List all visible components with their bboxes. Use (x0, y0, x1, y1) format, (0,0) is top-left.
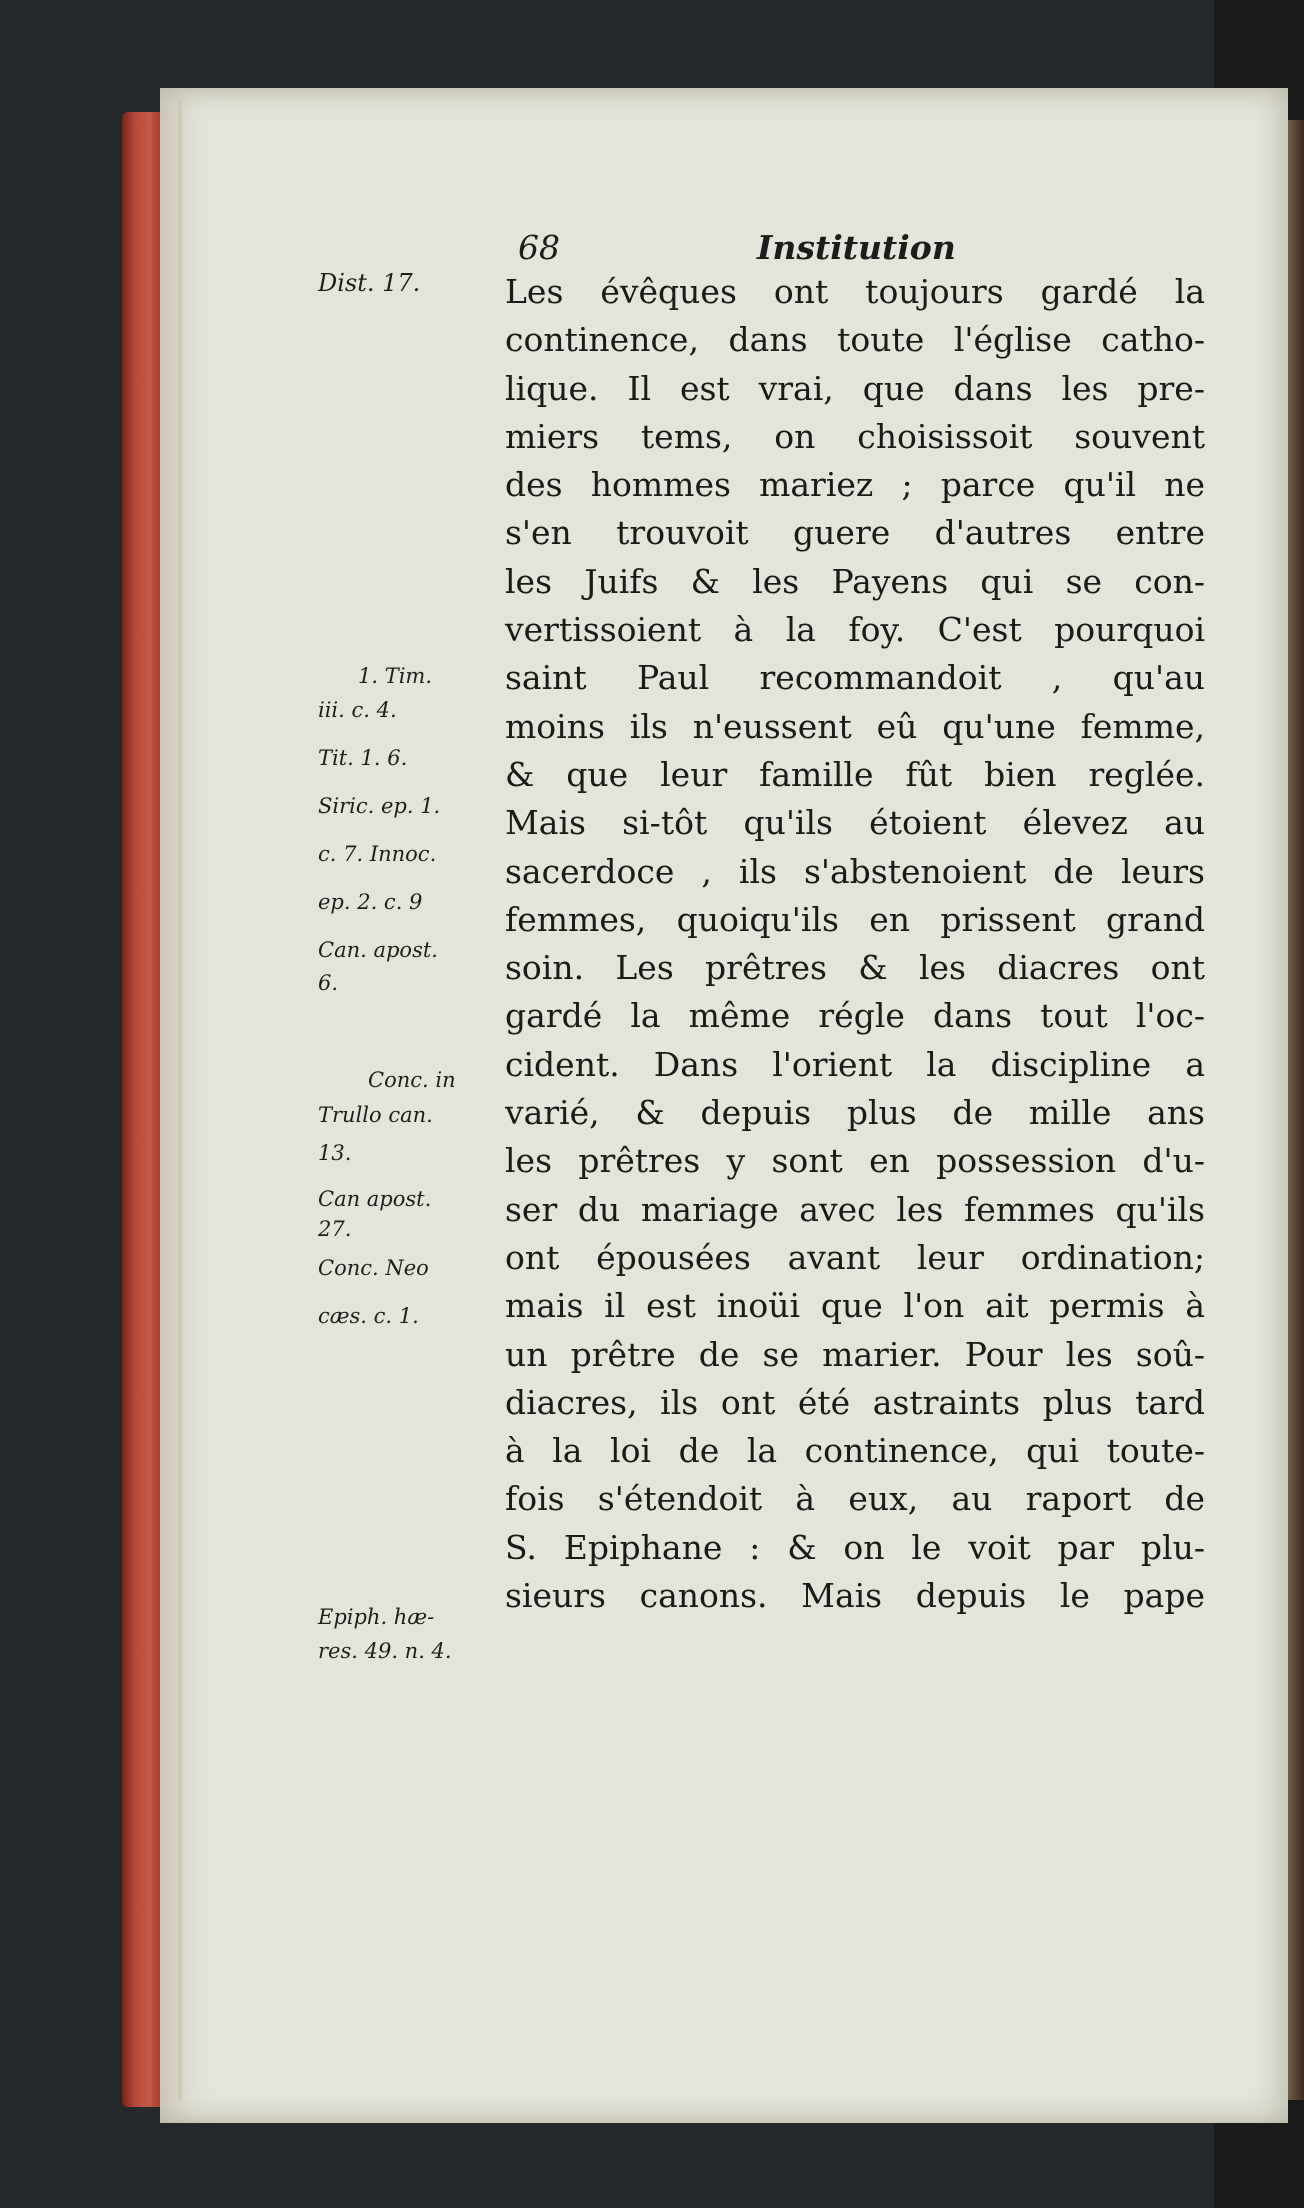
text-line: fois s'étendoit à eux, au raport de (505, 1479, 1205, 1519)
margin-note: 6. (318, 971, 339, 995)
text-line: S. Epiphane : & on le voit par plu- (505, 1527, 1205, 1567)
margin-note: Conc. Neo (318, 1256, 429, 1280)
margin-note: Can. apost. (318, 938, 438, 962)
text-line: lique. Il est vrai, que dans les pre- (505, 368, 1205, 408)
running-head: Institution (757, 228, 956, 267)
text-line: ser du mariage avec les femmes qu'ils (505, 1189, 1205, 1229)
text-line: moins ils n'eussent eû qu'une femme, (505, 706, 1205, 746)
text-line: mais il est inoüi que l'on ait permis à (505, 1286, 1205, 1326)
text-line: cident. Dans l'orient la discipline a (505, 1044, 1205, 1084)
margin-note: cæs. c. 1. (318, 1304, 419, 1328)
text-line: Mais si-tôt qu'ils étoient élevez au (505, 803, 1205, 843)
text-line: gardé la même régle dans tout l'oc- (505, 996, 1205, 1036)
text-line: continence, dans toute l'église catho- (505, 320, 1205, 360)
margin-note: c. 7. Innoc. (318, 842, 437, 866)
margin-note: Tit. 1. 6. (318, 746, 408, 770)
text-line: un prêtre de se marier. Pour les soû- (505, 1334, 1205, 1374)
text-line: & que leur famille fût bien reglée. (505, 754, 1205, 794)
text-line: ont épousées avant leur ordination; (505, 1237, 1205, 1277)
text-line: varié, & depuis plus de mille ans (505, 1093, 1205, 1133)
text-line: diacres, ils ont été astraints plus tard (505, 1382, 1205, 1422)
text-line: saint Paul recommandoit , qu'au (505, 658, 1205, 698)
text-line: sacerdoce , ils s'abstenoient de leurs (505, 851, 1205, 891)
margin-note: ep. 2. c. 9 (318, 890, 423, 914)
margin-note: iii. c. 4. (318, 698, 397, 722)
margin-note: 27. (318, 1217, 352, 1241)
margin-note: Epiph. hæ- (318, 1605, 435, 1629)
text-line: les Juifs & les Payens qui se con- (505, 561, 1205, 601)
margin-note: Conc. in (368, 1068, 456, 1092)
text-line: vertissoient à la foy. C'est pourquoi (505, 610, 1205, 650)
text-line: soin. Les prêtres & les diacres ont (505, 948, 1205, 988)
text-line: les prêtres y sont en possession d'u- (505, 1141, 1205, 1181)
text-line: miers tems, on choisissoit souvent (505, 416, 1205, 456)
margin-note: Trullo can. (318, 1103, 433, 1127)
margin-note: res. 49. n. 4. (318, 1639, 452, 1663)
text-line: sieurs canons. Mais depuis le pape (505, 1576, 1205, 1616)
margin-note: Dist. 17. (318, 269, 421, 297)
margin-note: Siric. ep. 1. (318, 794, 441, 818)
text-line: des hommes mariez ; parce qu'il ne (505, 465, 1205, 505)
main-text (505, 268, 1205, 1620)
margin-note: 13. (318, 1141, 352, 1165)
margin-note: 1. Tim. (358, 664, 433, 688)
page-gutter-line (178, 100, 182, 2100)
margin-note: Can apost. (318, 1187, 432, 1211)
text-line: Les évêques ont toujours gardé la (505, 272, 1205, 311)
page-number: 68 (518, 228, 560, 267)
text-line: à la loi de la continence, qui toute- (505, 1431, 1205, 1471)
text-line: femmes, quoiqu'ils en prissent grand (505, 899, 1205, 939)
text-line: s'en trouvoit guere d'autres entre (505, 513, 1205, 553)
